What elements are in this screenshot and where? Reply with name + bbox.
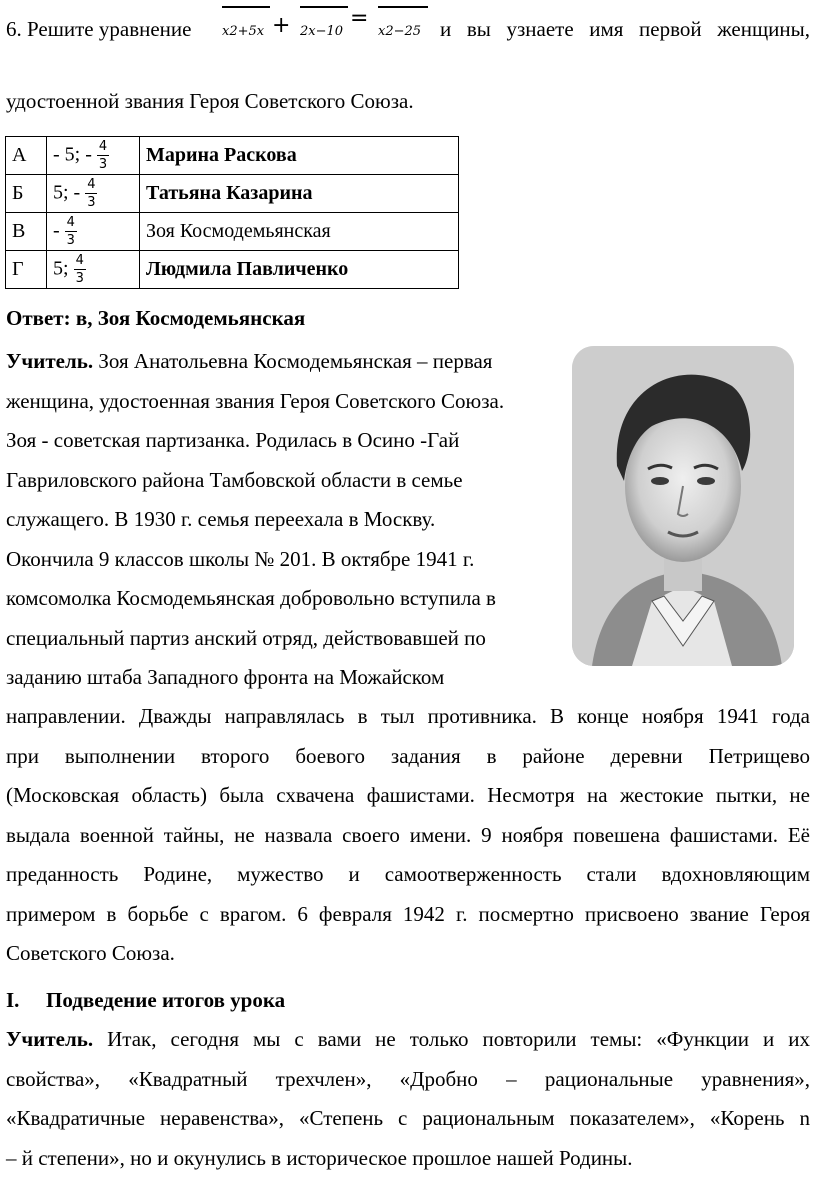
bio-line: Окончила 9 классов школы № 201. В октябре 1941 г. — [6, 546, 475, 571]
summary-teacher-label: Учитель. — [6, 1027, 94, 1051]
bio-full-block — [6, 697, 810, 974]
task-intro: 6. Решите уравнение — [6, 17, 192, 41]
equation-denominator-1: x2+5x — [222, 24, 265, 39]
equation-equals: = — [350, 6, 369, 31]
variant-roots — [47, 175, 140, 213]
roots-prefix: - — [53, 219, 60, 242]
bio-narrow-block — [6, 342, 554, 698]
summary-line: – й степени», но и окунулись в историческое прошлое нашей Родины. — [6, 1145, 633, 1170]
fraction — [85, 176, 97, 210]
variant-letter: Б — [6, 175, 47, 213]
fraction-bar-1 — [222, 6, 270, 8]
task-after: и вы узнаете имя первой женщины, — [440, 17, 810, 41]
variant-letter: Г — [6, 251, 47, 289]
fraction — [65, 214, 77, 248]
denominator: 3 — [75, 270, 84, 286]
table-row — [6, 251, 459, 289]
summary-line: Учитель. Итак, сегодня мы с вами не только повторили темы: «Функции и их — [6, 1027, 810, 1051]
task-line-2: удостоенной звания Героя Советского Союза. — [6, 89, 414, 113]
fraction-line — [74, 269, 86, 270]
portrait-icon — [572, 346, 794, 666]
bio-line: примером в борьбе с врагом. 6 февраля 1942 г. посмертно присвоено звание Героя — [6, 901, 810, 926]
bio-line: Учитель. Зоя Анатольевна Космодемьянская – первая — [6, 349, 493, 373]
answer-text: Ответ: в, Зоя Космодемьянская — [6, 306, 306, 330]
variants-table — [5, 136, 459, 289]
summary-line: «Квадратичные неравенства», «Степень с рациональным показателем», «Корень n — [6, 1106, 810, 1130]
numerator: 4 — [87, 176, 96, 192]
roots-prefix: 5; — [53, 257, 69, 280]
fraction-bar-3 — [378, 6, 428, 8]
equation-plus: + — [272, 13, 291, 38]
variant-name: Марина Раскова — [140, 137, 459, 175]
portrait-photo — [572, 346, 794, 666]
numerator: 4 — [98, 138, 108, 154]
bio-line: направлении. Дважды направлялась в тыл противника. В конце ноября 1941 года — [6, 704, 810, 728]
answer — [6, 303, 810, 333]
variant-roots — [47, 213, 140, 251]
fraction — [74, 252, 86, 286]
variant-name: Татьяна Казарина — [140, 175, 459, 213]
variant-roots — [47, 251, 140, 289]
bio-line: женщина, удостоенная звания Героя Советского Союза. — [6, 388, 505, 413]
bio-line: при выполнении второго боевого задания в районе деревни Петрищево — [6, 743, 810, 768]
bio-line: Гавриловского района Тамбовской области в семье — [6, 467, 463, 492]
bio-line: выдала военной тайны, не назвала своего имени. 9 ноября повешена фашистами. Её — [6, 822, 810, 847]
denominator: 3 — [66, 232, 75, 248]
bio-line: Советского Союза. — [6, 941, 175, 965]
section-title: Подведение итогов урока — [46, 988, 286, 1012]
numerator: 4 — [75, 252, 84, 268]
fraction — [97, 138, 109, 172]
denominator: 3 — [87, 194, 96, 210]
fraction-bar-2 — [300, 6, 348, 8]
bio-line: комсомолка Космодемьянская добровольно вступила в — [6, 586, 496, 610]
summary-block — [6, 1020, 810, 1178]
fraction-line — [97, 155, 109, 156]
summary-line: свойства», «Квадратный трехчлен», «Дробно – рациональные уравнения», — [6, 1066, 810, 1091]
bio-line: служащего. В 1930 г. семья переехала в Москву. — [6, 507, 436, 531]
bio-line: Зоя - советская партизанка. Родилась в Осино -Гай — [6, 428, 460, 452]
table-row — [6, 137, 459, 175]
fraction-line — [85, 193, 97, 194]
numerator: 4 — [66, 214, 75, 230]
roots-prefix: 5; - — [53, 181, 81, 204]
equation-denominator-2: 2x−10 — [300, 24, 344, 39]
variant-name: Людмила Павличенко — [140, 251, 459, 289]
teacher-label: Учитель. — [6, 349, 94, 373]
section-number: I. — [6, 988, 20, 1012]
variant-letter: А — [6, 137, 47, 175]
variant-roots — [47, 137, 140, 175]
bio-line: (Московская область) была схвачена фашистами. Несмотря на жестокие пытки, не — [6, 783, 810, 807]
variant-name: Зоя Космодемьянская — [140, 213, 459, 251]
fraction-line — [65, 231, 77, 232]
table-row — [6, 213, 459, 251]
denominator: 3 — [98, 156, 108, 172]
bio-line: специальный партиз анский отряд, действовавшей по — [6, 625, 486, 650]
variant-letter: В — [6, 213, 47, 251]
bio-line: преданность Родине, мужество и самоотверженность стали вдохновляющим — [6, 862, 810, 886]
bio-line: заданию штаба Западного фронта на Можайском — [6, 665, 445, 689]
section-heading — [6, 985, 285, 1015]
table-row — [6, 175, 459, 213]
equation-denominator-3: x2−25 — [378, 24, 422, 39]
roots-prefix: - 5; - — [53, 143, 92, 166]
